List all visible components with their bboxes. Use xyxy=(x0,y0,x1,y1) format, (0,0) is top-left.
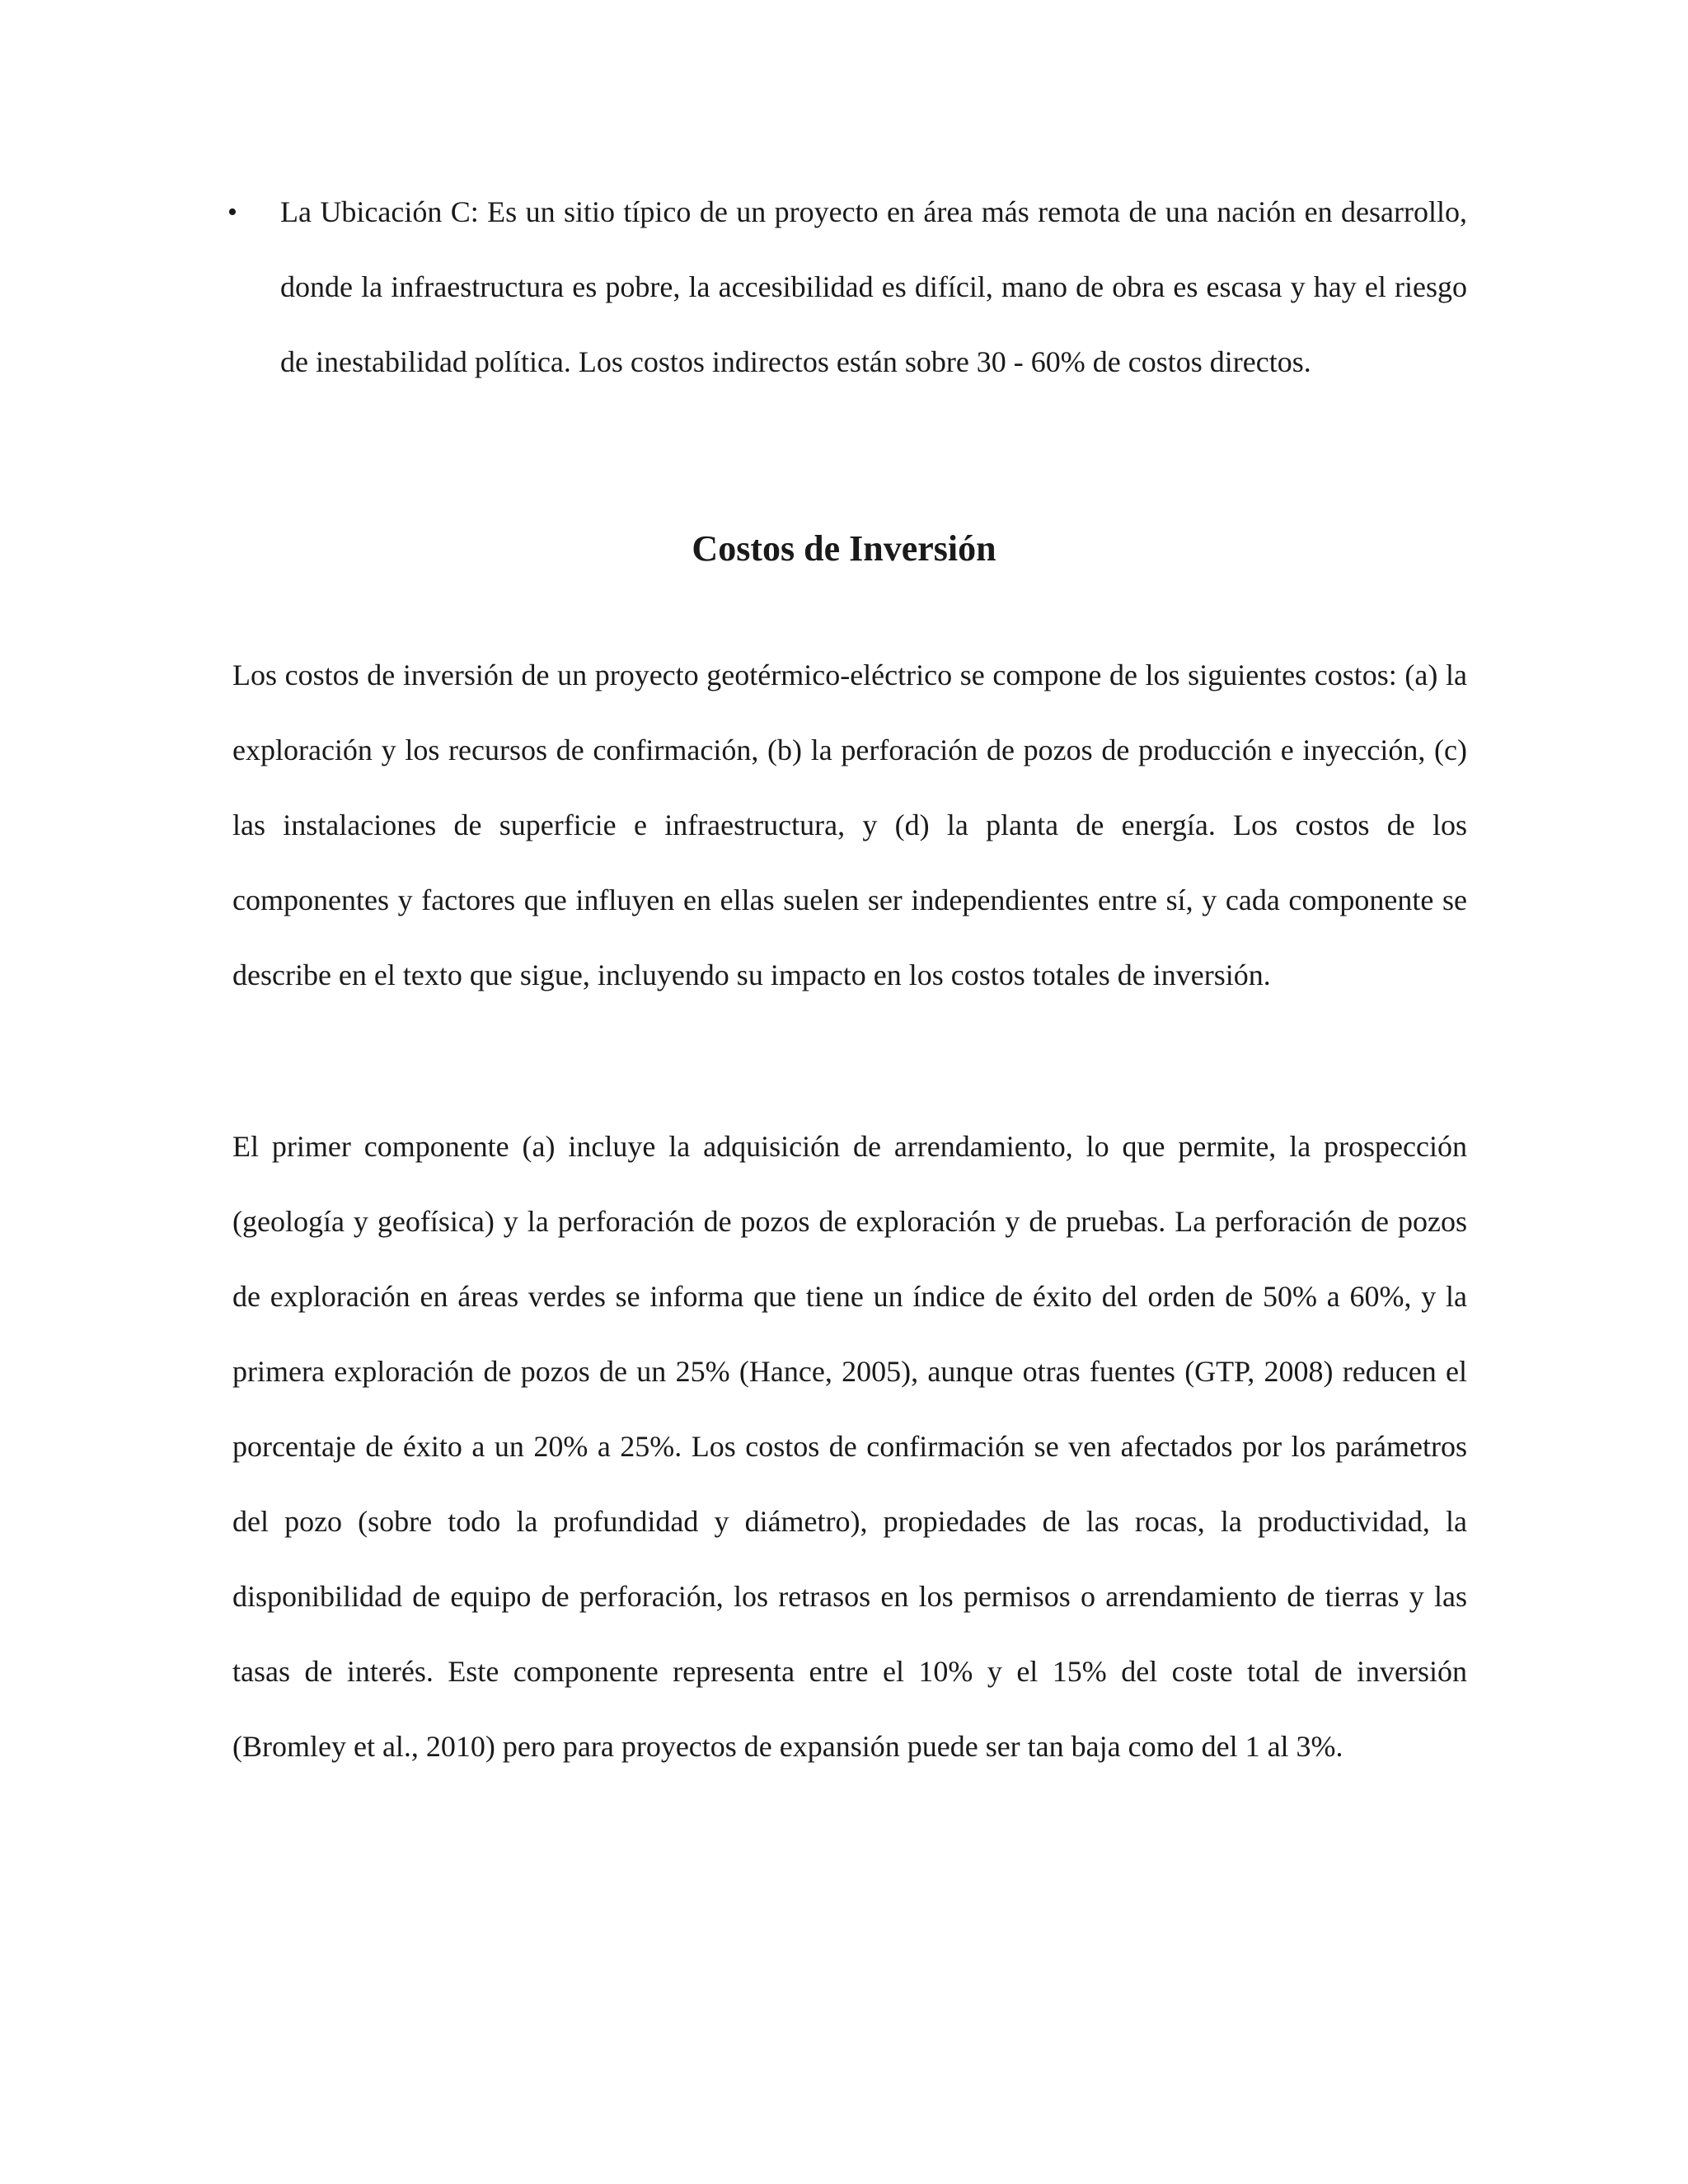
bullet-text: La Ubicación C: Es un sitio típico de un proyecto en área más remota de una nación en desarrollo, donde la infraestructura es pobre, la accesibilidad es difícil, mano de obra es escasa y hay el riesgo de inestabilidad política. Los costos indirectos están sobre 30 - 60% de costos directos. xyxy=(280,195,1467,378)
paragraph-investment-costs: Los costos de inversión de un proyecto geotérmico-eléctrico se compone de los siguientes costos: (a) la exploración y los recursos de confirmación, (b) la perforación de pozos de producción e inyección, (c) las instalaciones de superficie e infraestructura, y (d) la planta de energía. Los costos de los componentes y factores que influyen en ellas suelen ser independientes entre sí, y cada componente se describe en el texto que sigue, incluyendo su impacto en los costos totales de inversión. xyxy=(232,658,1467,991)
section-heading: Costos de Inversión xyxy=(692,528,996,569)
bullet-list-item xyxy=(227,175,1467,400)
bullet-icon: • xyxy=(227,197,237,227)
paragraph-first-component: El primer componente (a) incluye la adquisición de arrendamiento, lo que permite, la prospección (geología y geofísica) y la perforación de pozos de exploración y de pruebas. La perforación de pozos de exploración en áreas verdes se informa que tiene un índice de éxito del orden de 50% a 60%, y la primera exploración de pozos de un 25% (Hance, 2005), aunque otras fuentes (GTP, 2008) reducen el porcentaje de éxito a un 20% a 25%. Los costos de confirmación se ven afectados por los parámetros del pozo (sobre todo la profundidad y diámetro), propiedades de las rocas, la productividad, la disponibilidad de equipo de perforación, los retrasos en los permisos o arrendamiento de tierras y las tasas de interés. Este componente representa entre el 10% y el 15% del coste total de inversión (Bromley et al., 2010) pero para proyectos de expansión puede ser tan baja como del 1 al 3%. xyxy=(232,1130,1467,1763)
